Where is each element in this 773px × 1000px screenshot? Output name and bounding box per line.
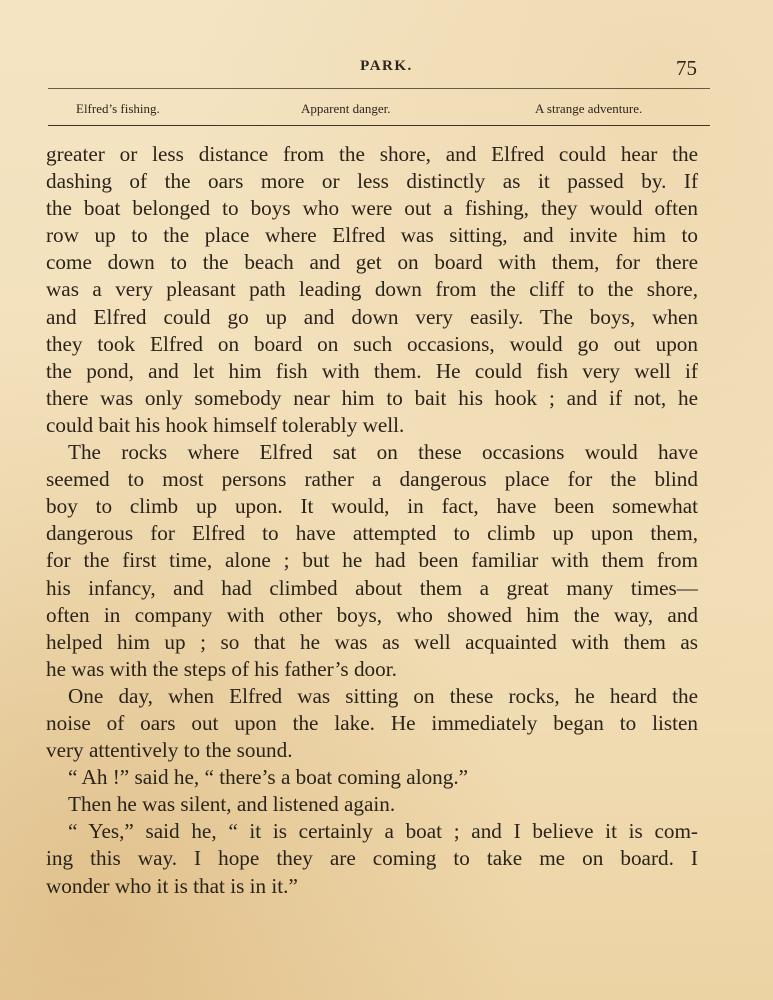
text-line: his infancy, and had climbed about them a great many times— xyxy=(46,575,698,600)
subhead-elfreds-fishing: Elfred’s fishing. xyxy=(76,101,160,116)
text-line: “ Yes,” said he, “ it is certainly a boat ; and I believe it is com- xyxy=(68,819,698,844)
header-rule-bottom xyxy=(48,125,710,126)
text-line: dangerous for Elfred to have attempted to climb up upon them, xyxy=(46,521,698,546)
text-line: was a very pleasant path leading down from the cliff to the shore, xyxy=(46,277,698,302)
text-line: and Elfred could go up and down very easily. The boys, when xyxy=(46,304,698,329)
text-line: greater or less distance from the shore, and Elfred could hear the xyxy=(46,142,698,166)
text-line: helped him up ; so that he was as well acquainted with them as xyxy=(46,629,698,654)
subheads xyxy=(76,101,676,119)
subhead-strange-adventure: A strange adventure. xyxy=(535,101,643,116)
text-line: they took Elfred on board on such occasions, would go out upon xyxy=(46,331,698,356)
text-line: he was with the steps of his father’s door. xyxy=(46,656,397,681)
text-line: One day, when Elfred was sitting on these rocks, he heard the xyxy=(68,683,698,708)
text-line: ing this way. I hope they are coming to take me on board. I xyxy=(46,846,698,871)
running-title: PARK. xyxy=(360,58,413,74)
text-line: wonder who it is that is in it.” xyxy=(46,873,298,898)
text-line: noise of oars out upon the lake. He immediately began to listen xyxy=(46,710,698,735)
subhead-apparent-danger: Apparent danger. xyxy=(301,101,391,116)
text-line: the boat belonged to boys who were out a fishing, they would often xyxy=(46,196,698,221)
text-line: come down to the beach and get on board with them, for there xyxy=(46,250,698,275)
text-line: often in company with other boys, who showed him the way, and xyxy=(46,602,698,627)
text-line: boy to climb up upon. It would, in fact, have been somewhat xyxy=(46,494,698,519)
header-rule-top xyxy=(48,88,710,89)
text-line: The rocks where Elfred sat on these occasions would have xyxy=(68,440,698,465)
text-line: Then he was silent, and listened again. xyxy=(68,792,396,817)
running-head xyxy=(0,56,773,80)
text-line: “ Ah !” said he, “ there’s a boat coming along.” xyxy=(68,765,469,790)
page-number: 75 xyxy=(676,56,697,80)
text-line: row up to the place where Elfred was sitting, and invite him to xyxy=(46,223,698,248)
text-line: could bait his hook himself tolerably well. xyxy=(46,412,405,437)
text-line: seemed to most persons rather a dangerous place for the blind xyxy=(46,467,698,492)
text-line: there was only somebody near him to bait his hook ; and if not, he xyxy=(46,385,698,410)
text-line: very attentively to the sound. xyxy=(46,738,293,763)
text-line: for the first time, alone ; but he had been familiar with them from xyxy=(46,548,698,573)
text-line: dashing of the oars more or less distinctly as it passed by. If xyxy=(46,169,698,194)
text-line: the pond, and let him fish with them. He could fish very well if xyxy=(46,358,698,383)
body-text xyxy=(46,141,698,900)
